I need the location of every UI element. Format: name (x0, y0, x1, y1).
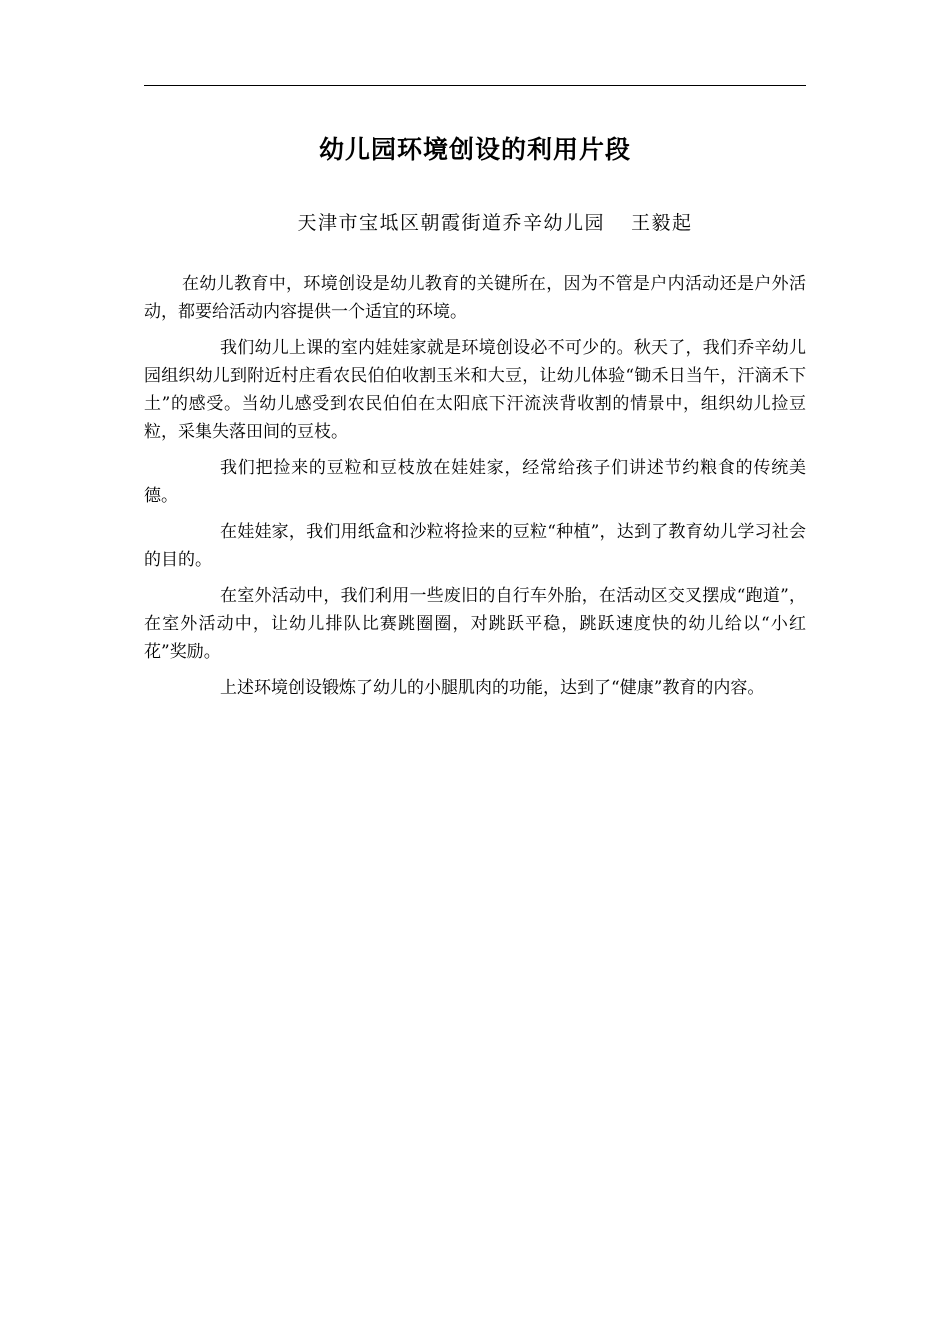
paragraph-4: 在娃娃家，我们用纸盒和沙粒将捡来的豆粒“种植”，达到了教育幼儿学习社会的目的。 (144, 522, 806, 570)
page-title: 幼儿园环境创设的利用片段 (318, 135, 631, 164)
paragraph-1: 在幼儿教育中，环境创设是幼儿教育的关键所在，因为不管是户内活动还是户外活动，都要给活动内容提供一个适宜的环境。 (144, 274, 806, 322)
article-body (144, 270, 806, 710)
author-name: 王毅起 (631, 212, 693, 234)
paragraph-2: 我们幼儿上课的室内娃娃家就是环境创设必不可少的。秋天了，我们乔辛幼儿园组织幼儿到附近村庄看农民伯伯收割玉米和大豆，让幼儿体验“锄禾日当午，汗滴禾下土”的感受。当幼儿感受到农民伯伯在太阳底下汗流浃背收割的情景中，组织幼儿捡豆粒，采集失落田间的豆枝。 (144, 338, 806, 442)
header-rule (144, 85, 806, 86)
paragraph-3: 我们把捡来的豆粒和豆枝放在娃娃家，经常给孩子们讲述节约粮食的传统美德。 (144, 458, 806, 506)
paragraph-6: 上述环境创设锻炼了幼儿的小腿肌肉的功能，达到了“健康”教育的内容。 (220, 678, 765, 698)
byline (144, 207, 806, 239)
paragraph-5: 在室外活动中，我们利用一些废旧的自行车外胎，在活动区交叉摆成“跑道”，在室外活动中，让幼儿排队比赛跳圈圈，对跳跃平稳，跳跃速度快的幼儿给以“小红花”奖励。 (144, 586, 806, 662)
school-name: 天津市宝坻区朝霞街道乔辛幼儿园 (297, 212, 605, 234)
